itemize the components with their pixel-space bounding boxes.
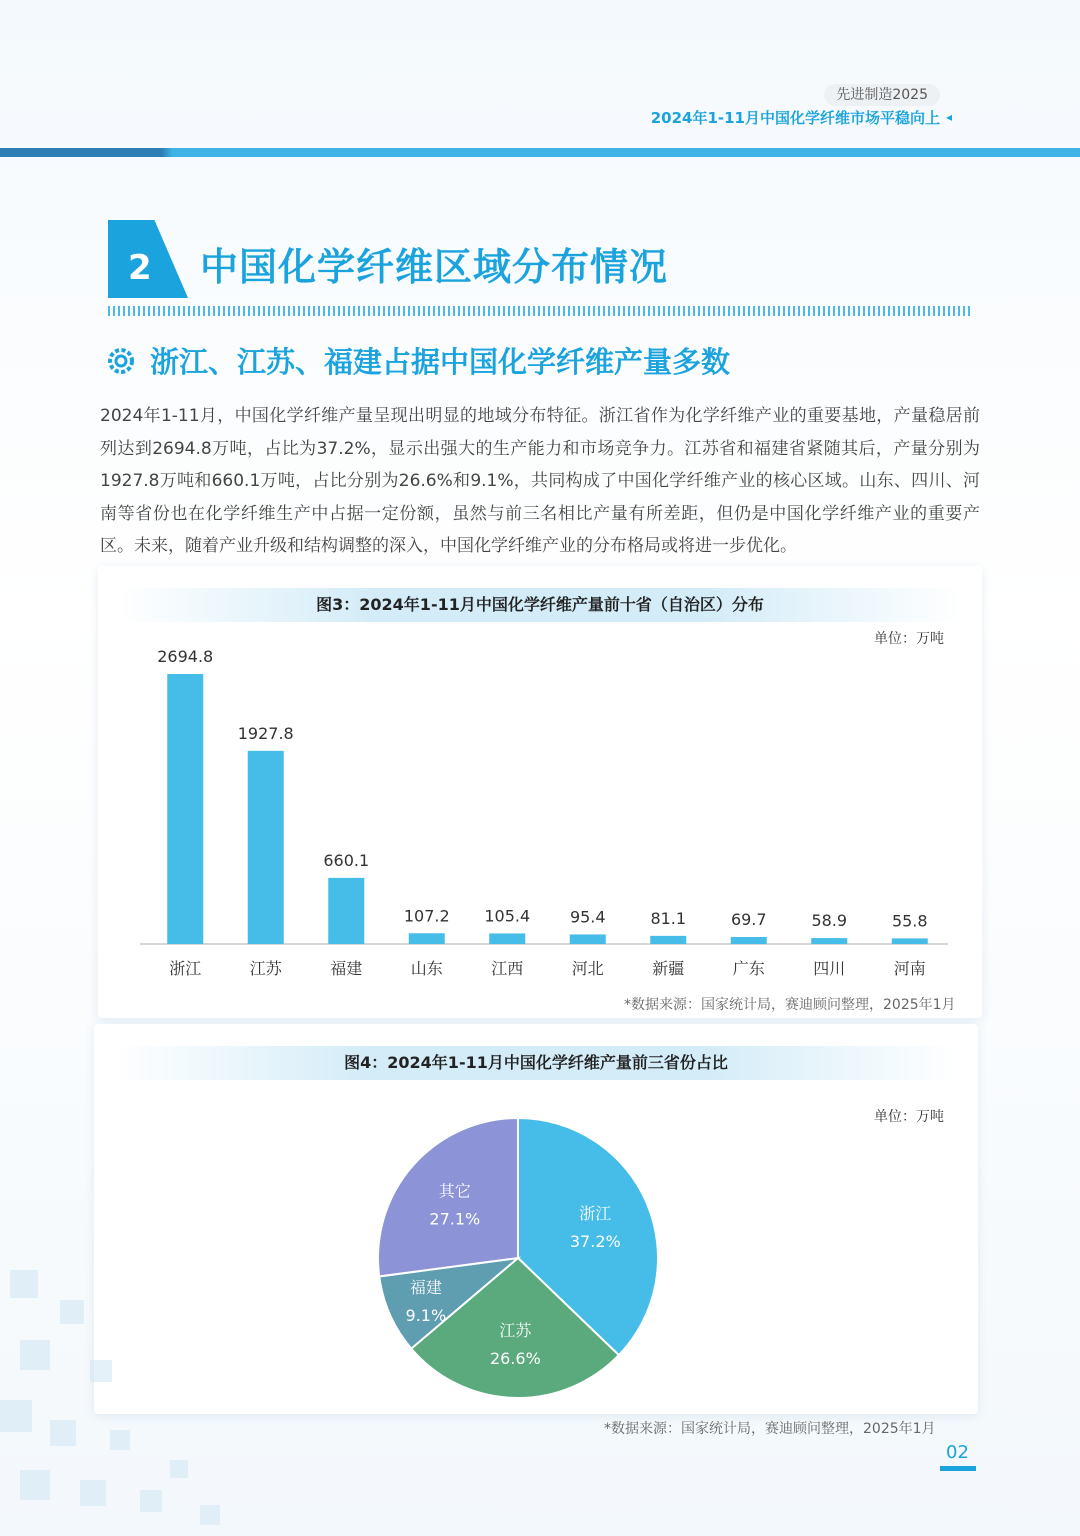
category-label: 江西 [491, 959, 524, 978]
bar [570, 934, 606, 944]
bar-value-label: 660.1 [323, 850, 370, 870]
bar-value-label: 1927.8 [237, 723, 294, 743]
pie-chart [368, 1110, 668, 1410]
figure3-source: *数据来源：国家统计局，赛迪顾问整理，2025年1月 [624, 997, 956, 1013]
bar-value-label: 95.4 [569, 907, 606, 927]
bar [409, 933, 445, 944]
bar-value-label: 58.9 [811, 911, 848, 931]
bar [489, 933, 525, 944]
category-label: 福建 [330, 959, 363, 978]
section-number: 2 [128, 248, 152, 288]
category-label: 浙江 [169, 959, 202, 978]
bar-value-label: 81.1 [650, 908, 687, 928]
bar [650, 936, 686, 944]
pie-slice-label: 江苏 [499, 1320, 532, 1340]
top-divider-bar [0, 148, 1080, 157]
pie-slice-label: 其它 [438, 1181, 471, 1201]
pie-slice-value: 9.1% [405, 1305, 447, 1325]
category-label: 山东 [410, 959, 443, 978]
pie-slice-label: 福建 [409, 1277, 442, 1297]
pie-slice-value: 37.2% [569, 1232, 621, 1252]
bar-value-label: 2694.8 [157, 647, 214, 666]
bar-value-label: 55.8 [891, 911, 928, 931]
subsection-title: 浙江、江苏、福建占据中国化学纤维产量多数 [150, 345, 731, 379]
bar-value-label: 107.2 [403, 906, 450, 926]
decorative-squares [0, 1260, 260, 1536]
bar [892, 938, 928, 944]
header-title: 2024年1-11月中国化学纤维市场平稳向上 [650, 109, 940, 127]
page-number: 02 [946, 1442, 969, 1463]
figure4-title: 图4：2024年1-11月中国化学纤维产量前三省份占比 [114, 1046, 958, 1080]
figure4-source: *数据来源：国家统计局，赛迪顾问整理，2025年1月 [604, 1421, 936, 1437]
category-label: 四川 [813, 959, 846, 978]
pie-slice-value: 26.6% [489, 1348, 541, 1368]
figure3-title: 图3：2024年1-11月中国化学纤维产量前十省（自治区）分布 [118, 588, 962, 622]
header-tag: 先进制造2025 [824, 84, 940, 106]
bar-value-label: 105.4 [484, 906, 531, 926]
bar [167, 674, 203, 944]
section-title: 中国化学纤维区域分布情况 [200, 245, 669, 289]
category-label: 河南 [893, 959, 926, 978]
category-label: 广东 [732, 959, 765, 978]
category-label: 江苏 [249, 959, 282, 978]
figure3-unit: 单位：万吨 [874, 631, 944, 647]
pie-slice-label: 浙江 [579, 1204, 612, 1224]
bar-chart [140, 640, 960, 990]
bar [811, 938, 847, 944]
bar [248, 751, 284, 944]
bar-value-label: 69.7 [730, 910, 767, 930]
bar [731, 937, 767, 944]
header-arrow-icon: ◂ [945, 110, 952, 124]
pie-slice-value: 27.1% [429, 1209, 481, 1229]
gear-icon [106, 346, 136, 376]
category-label: 河北 [571, 959, 604, 978]
figure4-unit: 单位：万吨 [874, 1109, 944, 1125]
bar [328, 878, 364, 944]
section-divider [108, 306, 970, 316]
page-number-underline [940, 1466, 976, 1471]
category-label: 新疆 [652, 959, 685, 978]
body-paragraph: 2024年1-11月，中国化学纤维产量呈现出明显的地域分布特征。浙江省作为化学纤维产业的重要基地，产量稳居前列达到2694.8万吨，占比为37.2%，显示出强大的生产能力和市场竞争力。江苏省和福建省紧随其后，产量分别为1927.8万吨和660.1万吨，占比分别为26.6%和9.1%，共同构成了中国化学纤维产业的核心区域。山东、四川、河南等省份也在化学纤维生产中占据一定份额，虽然与前三名相比产量有所差距，但仍是中国化学纤维产业的重要产区。未来，随着产业升级和结构调整的深入，中国化学纤维产业的分布格局或将进一步优化。 [100, 406, 980, 556]
